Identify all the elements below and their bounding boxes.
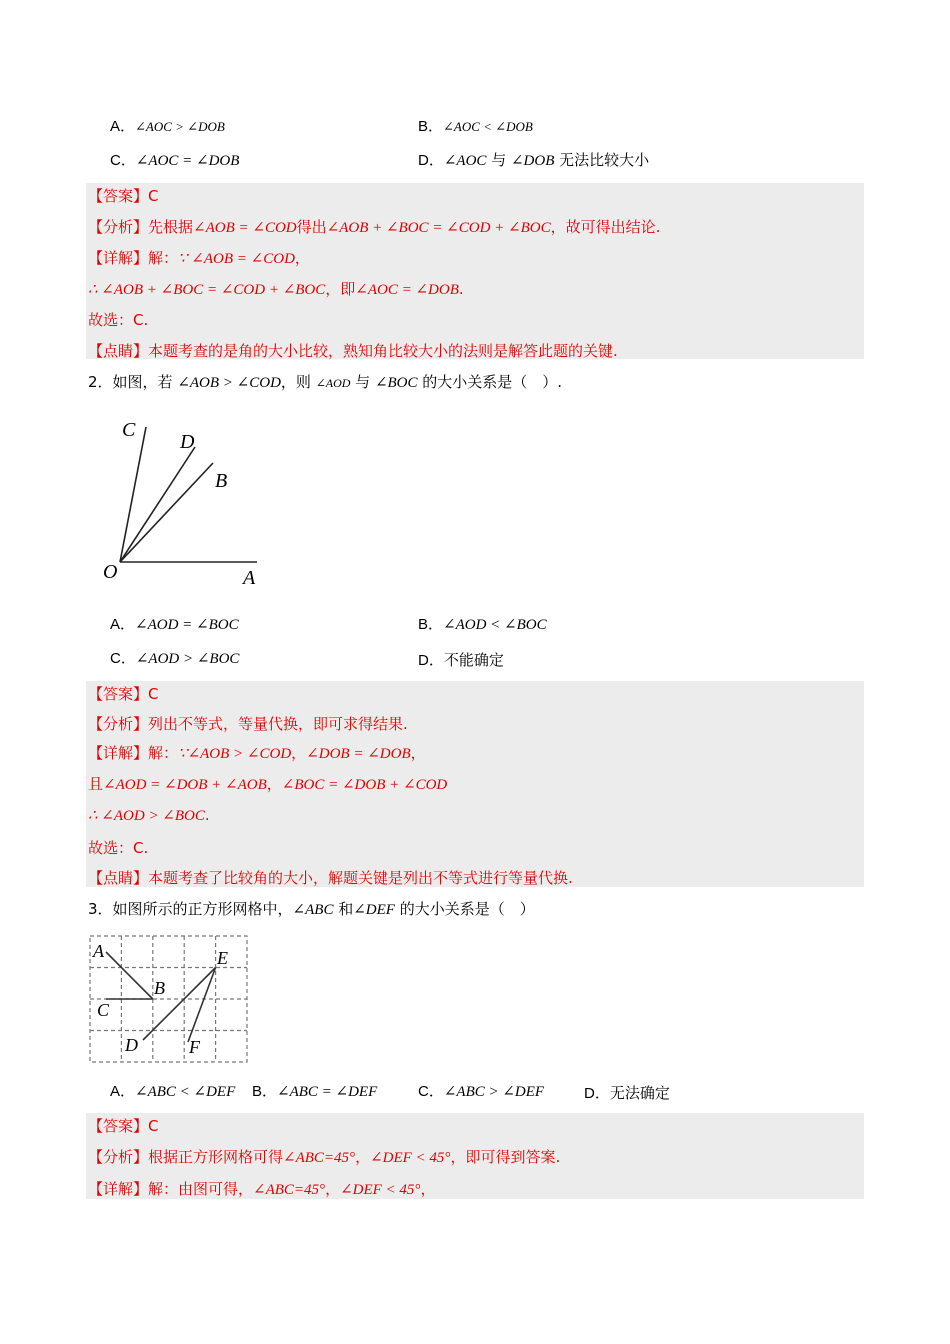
- label-b: B: [215, 470, 228, 492]
- q3-detail: 【详解】解：由图可得，∠ABC=45°，∠DEF < 45°，: [88, 1180, 436, 1198]
- q1-solution-box: [86, 183, 864, 359]
- q2-option-d: D．不能确定: [418, 651, 504, 669]
- q2-choose: 故选：C.: [88, 839, 149, 857]
- q3-option-a: A．∠ABC < ∠DEF: [110, 1083, 236, 1100]
- q3-option-b: B．∠ABC = ∠DEF: [252, 1083, 378, 1100]
- q1-option-c: C．∠AOC = ∠DOB: [110, 152, 240, 169]
- q2-analysis: 【分析】列出不等式，等量代换，即可求得结果.: [88, 715, 408, 733]
- q1-option-a: A．∠AOC > ∠DOB: [110, 118, 225, 135]
- label-f: F: [189, 1037, 200, 1057]
- q1-comment: 【点睛】本题考查的是角的大小比较，熟知角比较大小的法则是解答此题的关键.: [88, 342, 618, 360]
- label-d: D: [180, 431, 195, 453]
- label-b: B: [154, 978, 165, 998]
- q2-detail-line2: 且∠AOD = ∠DOB + ∠AOB，∠BOC = ∠DOB + ∠COD: [88, 775, 448, 793]
- label-a: A: [93, 941, 104, 961]
- q1-detail-line2: ∴ ∠AOB + ∠BOC = ∠COD + ∠BOC，即∠AOC = ∠DOB.: [88, 280, 464, 298]
- label-a: A: [243, 567, 256, 589]
- q2-detail: 【详解】解：∵∠AOB > ∠COD，∠DOB = ∠DOB，: [88, 744, 426, 762]
- label-o: O: [103, 561, 118, 583]
- q1-choose: 故选：C.: [88, 311, 149, 329]
- q1-answer: 【答案】C: [88, 187, 159, 205]
- q2-answer: 【答案】C: [88, 685, 159, 703]
- q1-option-d: D．∠AOC 与 ∠DOB 无法比较大小: [418, 151, 650, 169]
- label-c: C: [97, 1000, 110, 1020]
- segment-ab: [106, 952, 153, 999]
- q3-option-d: D．无法确定: [584, 1084, 670, 1102]
- q1-option-b: B．∠AOC < ∠DOB: [418, 118, 533, 135]
- label-d: D: [125, 1035, 138, 1055]
- q2-stem: 2．如图，若 ∠AOB > ∠COD，则 ∠AOD 与 ∠BOC 的大小关系是（ ）.: [88, 373, 563, 391]
- q3-option-c: C．∠ABC > ∠DEF: [418, 1083, 545, 1100]
- q3-stem: 3．如图所示的正方形网格中，∠ABC 和∠DEF 的大小关系是（ ）: [88, 900, 535, 918]
- q3-grid-figure: [88, 934, 250, 1064]
- q2-angle-figure: [95, 415, 275, 590]
- q2-comment: 【点睛】本题考查了比较角的大小，解题关键是列出不等式进行等量代换.: [88, 869, 573, 887]
- q2-option-c: C．∠AOD > ∠BOC: [110, 650, 240, 667]
- q3-analysis: 【分析】根据正方形网格可得∠ABC=45°，∠DEF < 45°，即可得到答案.: [88, 1148, 561, 1166]
- label-c: C: [122, 419, 136, 441]
- ray-ob: [120, 463, 213, 562]
- q3-answer: 【答案】C: [88, 1117, 159, 1135]
- q2-option-b: B．∠AOD < ∠BOC: [418, 616, 547, 633]
- q1-analysis: 【分析】先根据∠AOB = ∠COD得出∠AOB + ∠BOC = ∠COD + ∠BOC，故可得出结论.: [88, 218, 661, 236]
- q2-option-a: A．∠AOD = ∠BOC: [110, 616, 239, 633]
- q1-detail: 【详解】解：∵ ∠AOB = ∠COD，: [88, 249, 310, 267]
- label-e: E: [217, 948, 228, 968]
- q2-detail-line3: ∴ ∠AOD > ∠BOC.: [88, 806, 210, 824]
